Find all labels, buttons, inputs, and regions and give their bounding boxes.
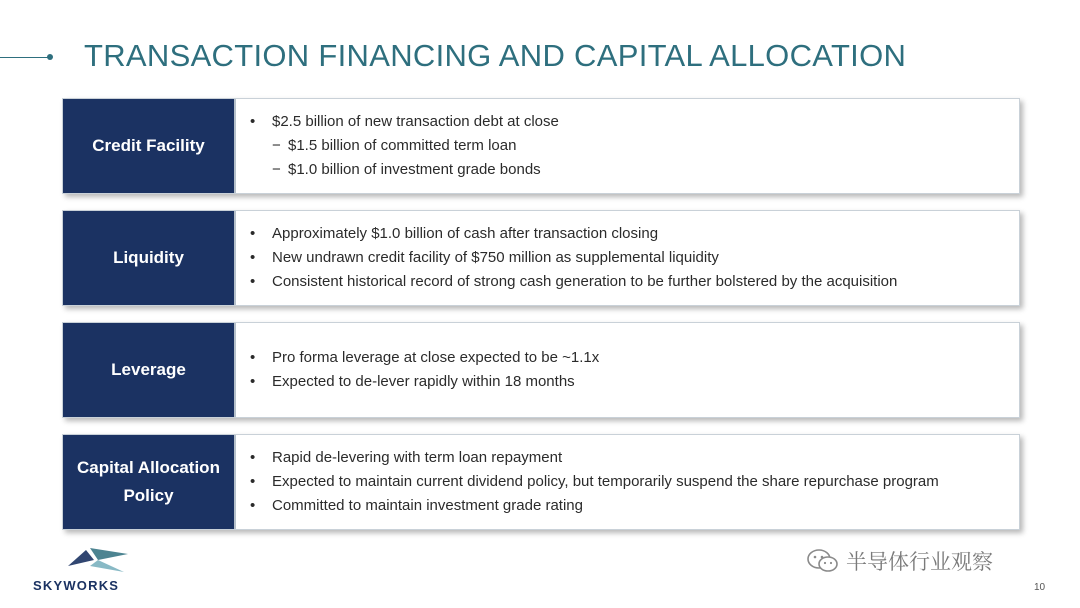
row-credit-facility (62, 98, 1020, 194)
row-label: Leverage (63, 323, 234, 417)
dash-marker: − (272, 161, 281, 178)
row-body (234, 99, 1019, 193)
company-logo-text: SKYWORKS (33, 578, 120, 593)
title-accent-dot (47, 54, 53, 60)
watermark-text: 半导体行业观察 (846, 551, 993, 574)
page-number: 10 (1034, 582, 1046, 593)
bullet-text: Expected to maintain current dividend policy, but temporarily suspend the share repurchase program (272, 473, 939, 490)
slide-title: TRANSACTION FINANCING AND CAPITAL ALLOCATION (84, 38, 907, 73)
row-label: Liquidity (63, 211, 234, 305)
row-capital-allocation-policy (62, 434, 1020, 530)
bullet-item (250, 110, 1019, 134)
row-body (234, 323, 1019, 417)
row-leverage (62, 322, 1020, 418)
bullet-text: Committed to maintain investment grade rating (272, 497, 583, 514)
sub-bullet-item (250, 134, 1019, 158)
row-body (234, 435, 1019, 529)
bullet-marker: • (250, 349, 256, 366)
bullet-marker: • (250, 497, 256, 514)
bullet-text: New undrawn credit facility of $750 million as supplemental liquidity (272, 249, 719, 266)
bullet-marker: • (250, 249, 256, 266)
bullet-marker: • (250, 113, 256, 130)
bullet-marker: • (250, 273, 256, 290)
bullet-marker: • (250, 373, 256, 390)
bullet-marker: • (250, 449, 256, 466)
bullet-text: Consistent historical record of strong cash generation to be further bolstered by the acquisition (272, 273, 898, 290)
bullet-item (250, 470, 1019, 494)
bullet-item (250, 270, 1019, 294)
bullet-text: $1.5 billion of committed term loan (288, 137, 517, 154)
bullet-item (250, 446, 1019, 470)
dash-marker: − (272, 137, 281, 154)
sub-bullet-item (250, 158, 1019, 182)
bullet-text: Pro forma leverage at close expected to be ~1.1x (272, 349, 600, 366)
bullet-item (250, 494, 1019, 518)
bullet-marker: • (250, 225, 256, 242)
row-body (234, 211, 1019, 305)
bullet-item (250, 246, 1019, 270)
wechat-icon (806, 548, 840, 574)
row-label: Capital Allocation Policy (63, 435, 234, 529)
bullet-item (250, 222, 1019, 246)
bullet-marker: • (250, 473, 256, 490)
bullet-text: $2.5 billion of new transaction debt at close (272, 113, 559, 130)
title-accent-line (0, 57, 52, 58)
bullet-text: Expected to de-lever rapidly within 18 months (272, 373, 575, 390)
row-label: Credit Facility (63, 99, 234, 193)
watermark (806, 546, 993, 576)
bullet-text: Approximately $1.0 billion of cash after transaction closing (272, 225, 659, 242)
bullet-item (250, 346, 1019, 370)
bullet-text: Rapid de-levering with term loan repayment (272, 449, 563, 466)
bullet-text: $1.0 billion of investment grade bonds (288, 161, 541, 178)
row-liquidity (62, 210, 1020, 306)
bullet-item (250, 370, 1019, 394)
